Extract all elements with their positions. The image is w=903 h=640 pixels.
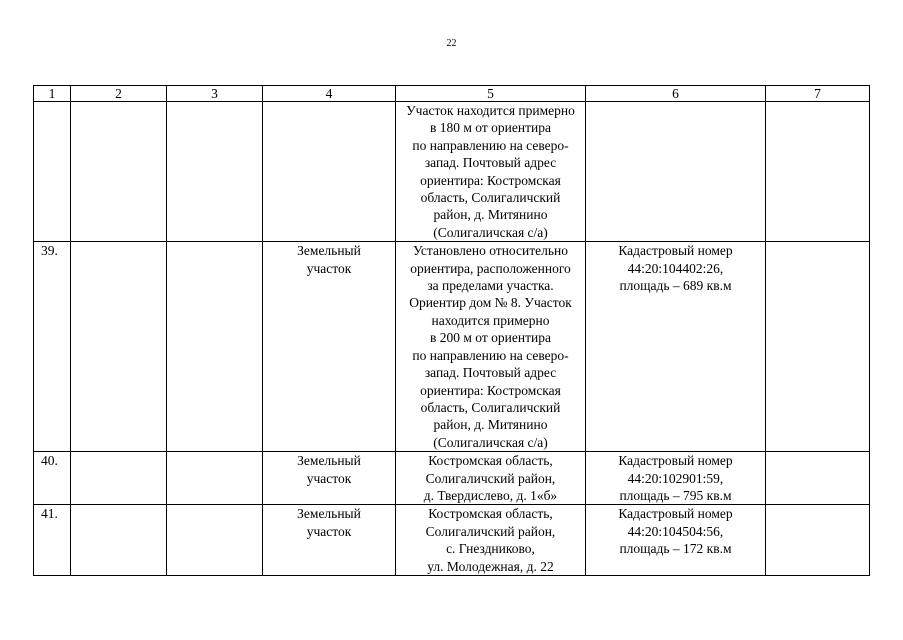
object-type-cell-line: Земельный bbox=[297, 506, 361, 522]
location-cell-line: (Солигаличская с/а) bbox=[433, 224, 548, 240]
location-cell-line: Костромская область, bbox=[428, 453, 553, 469]
location-cell bbox=[396, 102, 586, 242]
column-2-cell bbox=[71, 102, 167, 242]
location-cell-line: Установлено относительно bbox=[413, 243, 568, 259]
cadastre-cell bbox=[586, 102, 766, 242]
cadastre-cell-line: Кадастровый номер bbox=[618, 506, 733, 522]
cadastre-cell bbox=[586, 452, 766, 505]
table-row bbox=[34, 505, 870, 576]
table-row bbox=[34, 242, 870, 452]
object-type-cell-line: участок bbox=[306, 260, 352, 276]
column-7-cell bbox=[766, 505, 870, 576]
land-plot-table bbox=[33, 85, 870, 576]
location-cell-line: Костромская область, bbox=[428, 506, 553, 522]
row-number-cell: 40. bbox=[34, 452, 71, 505]
column-7-cell bbox=[766, 102, 870, 242]
column-2-cell bbox=[71, 452, 167, 505]
location-cell-line: находится примерно bbox=[431, 312, 550, 328]
object-type-cell bbox=[263, 505, 396, 576]
cadastre-cell-line: 44:20:102901:59, bbox=[627, 470, 724, 486]
location-cell-line: за пределами участка. bbox=[427, 278, 554, 294]
column-number-row bbox=[34, 86, 870, 102]
object-type-cell-line: участок bbox=[306, 523, 352, 539]
cadastre-cell-line: 44:20:104402:26, bbox=[627, 260, 724, 276]
column-3-cell bbox=[167, 102, 263, 242]
location-cell-line: район, д. Митянино bbox=[433, 207, 548, 223]
location-cell-line: ориентира: Костромская bbox=[420, 382, 561, 398]
cadastre-cell-line: площадь – 689 кв.м bbox=[619, 278, 732, 294]
column-number: 2 bbox=[71, 86, 167, 102]
location-cell-line: Солигаличский район, bbox=[425, 523, 556, 539]
cadastre-cell-line: 44:20:104504:56, bbox=[627, 523, 724, 539]
location-cell-line: ул. Молодежная, д. 22 bbox=[427, 558, 554, 574]
column-3-cell bbox=[167, 505, 263, 576]
column-3-cell bbox=[167, 452, 263, 505]
cadastre-cell-line: площадь – 795 кв.м bbox=[619, 487, 732, 503]
location-cell-line: ориентира, расположенного bbox=[410, 260, 571, 276]
row-number-cell bbox=[34, 102, 71, 242]
object-type-cell bbox=[263, 102, 396, 242]
column-number: 1 bbox=[34, 86, 71, 102]
page-number: 22 bbox=[446, 38, 457, 49]
location-cell-line: в 180 м от ориентира bbox=[430, 120, 551, 136]
column-number: 7 bbox=[766, 86, 870, 102]
row-number-cell: 39. bbox=[34, 242, 71, 452]
column-2-cell bbox=[71, 242, 167, 452]
cadastre-cell-line: площадь – 172 кв.м bbox=[619, 541, 732, 557]
object-type-cell bbox=[263, 242, 396, 452]
location-cell-line: в 200 м от ориентира bbox=[430, 330, 551, 346]
cadastre-cell bbox=[586, 505, 766, 576]
cadastre-cell-line: Кадастровый номер bbox=[618, 453, 733, 469]
location-cell-line: Солигаличский район, bbox=[425, 470, 556, 486]
location-cell-line: по направлению на северо- bbox=[412, 347, 569, 363]
location-cell-line: Ориентир дом № 8. Участок bbox=[409, 295, 572, 311]
location-cell-line: Участок находится примерно bbox=[406, 103, 575, 118]
object-type-cell-line: Земельный bbox=[297, 243, 361, 259]
column-number: 6 bbox=[586, 86, 766, 102]
object-type-cell-line: участок bbox=[306, 470, 352, 486]
column-2-cell bbox=[71, 505, 167, 576]
table-row bbox=[34, 102, 870, 242]
location-cell-line: запад. Почтовый адрес bbox=[424, 365, 557, 381]
column-7-cell bbox=[766, 452, 870, 505]
column-number: 4 bbox=[263, 86, 396, 102]
location-cell-line: (Солигаличская с/а) bbox=[433, 434, 548, 450]
cadastre-cell-line: Кадастровый номер bbox=[618, 243, 733, 259]
column-3-cell bbox=[167, 242, 263, 452]
location-cell-line: ориентира: Костромская bbox=[420, 172, 561, 188]
location-cell bbox=[396, 505, 586, 576]
location-cell-line: запад. Почтовый адрес bbox=[424, 155, 557, 171]
column-number: 3 bbox=[167, 86, 263, 102]
location-cell-line: с. Гнездниково, bbox=[446, 541, 535, 557]
location-cell-line: д. Твердислево, д. 1«б» bbox=[423, 487, 558, 503]
row-number-cell: 41. bbox=[34, 505, 71, 576]
column-7-cell bbox=[766, 242, 870, 452]
location-cell-line: район, д. Митянино bbox=[433, 417, 548, 433]
column-number: 5 bbox=[396, 86, 586, 102]
cadastre-cell bbox=[586, 242, 766, 452]
location-cell bbox=[396, 452, 586, 505]
location-cell bbox=[396, 242, 586, 452]
location-cell-line: область, Солигаличский bbox=[420, 399, 561, 415]
location-cell-line: по направлению на северо- bbox=[412, 137, 569, 153]
table-row bbox=[34, 452, 870, 505]
location-cell-line: область, Солигаличский bbox=[420, 190, 561, 206]
object-type-cell bbox=[263, 452, 396, 505]
object-type-cell-line: Земельный bbox=[297, 453, 361, 469]
